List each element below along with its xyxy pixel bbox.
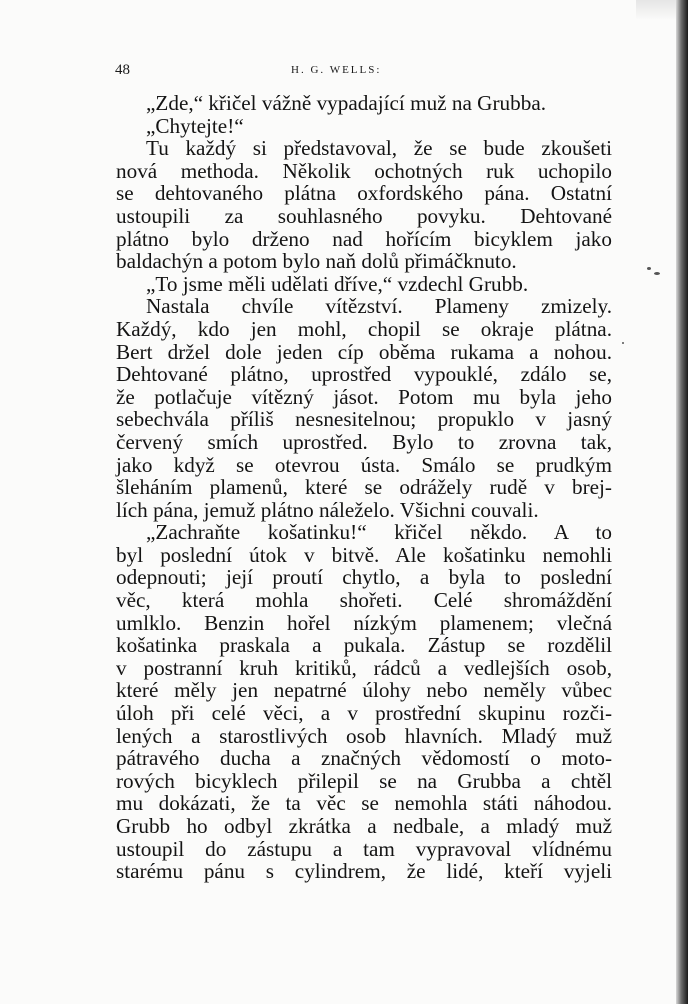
text-line: červený smích uprostřed. Bylo to zrovna tak, (116, 429, 612, 454)
text-line: Každý, kdo jen mohl, chopil se okraje plátna. (116, 316, 612, 341)
text-line: Grubb ho odbyl zkrátka a nedbale, a mladý muž (116, 814, 612, 838)
text-line: věc, která mohla shořeti. Celé shromáždění (116, 588, 612, 613)
text-line: jako když se otevrou ústa. Smálo se prudkým (116, 452, 612, 477)
text-line: „To jsme měli udělati dříve,“ vzdechl Grubb. (146, 271, 529, 296)
text-line: v postranní kruh kritiků, rádců a vedlejších osob, (116, 655, 612, 680)
scan-speck (622, 342, 624, 344)
text-line: Nastala chvíle vítězství. Plameny zmizely. (146, 294, 612, 319)
scan-shadow-top (636, 0, 676, 20)
text-line: plátno bylo drženo nad hořícím bicyklem jako (116, 226, 612, 251)
text-line: odepnouti; její proutí chytlo, a byla to poslední (116, 565, 612, 590)
text-line: Dehtované plátno, uprostřed vypouklé, zdálo se, (116, 362, 612, 387)
page-header (115, 62, 635, 82)
text-line: nová methoda. Několik ochotných ruk uchopilo (116, 158, 612, 183)
text-line: lích pána, jemuž plátno náleželo. Všichni couvali. (116, 497, 539, 522)
text-line: byl poslední útok v bitvě. Ale košatinku nemohli (116, 542, 612, 567)
text-line: baldachýn a potom bylo naň dolů přimáčknuto. (116, 249, 517, 274)
text-line: mu dokázati, že ta věc se nemohla státi náhodou. (116, 791, 612, 816)
text-line: se dehtovaného plátna oxfordského pána. Ostatní (116, 181, 612, 206)
text-line: Tu každý si představoval, že se bude zkoušeti (146, 136, 612, 161)
scan-speck (654, 272, 660, 275)
text-line: sebechvála příliš nesnesitelnou; propuklo v jasný (116, 407, 612, 432)
text-line: rových bicyklech přilepil se na Grubba a chtěl (116, 768, 612, 793)
text-line: ustoupili za souhlasného povyku. Dehtované (116, 203, 612, 228)
text-line: ustoupil do zástupu a tam vypravoval vlídnému (116, 836, 612, 861)
scan-edge-right (676, 0, 688, 1004)
running-head: H. G. WELLS: (291, 64, 382, 76)
text-line: umlklo. Benzin hořel nízkým plamenem; vlečná (116, 610, 612, 635)
scan-speck (647, 267, 651, 270)
text-line: úloh při celé věci, a v prostřední skupinu rozči- (116, 701, 612, 726)
text-line: pátravého ducha a značných vědomostí o moto- (116, 746, 612, 771)
body-text (116, 92, 612, 883)
text-line: že potlačuje vítězný jásot. Potom mu byla jeho (116, 384, 612, 409)
text-line: lených a starostlivých osob hlavních. Mladý muž (116, 723, 612, 748)
text-line: košatinka praskala a pukala. Zástup se rozdělil (116, 633, 612, 658)
text-line: které měly jen nepatrné úlohy nebo neměly vůbec (116, 678, 612, 703)
text-line: „Zachraňte košatinku!“ křičel někdo. A to (146, 520, 612, 545)
page-number: 48 (115, 62, 130, 78)
text-line: Bert držel dole jeden cíp oběma rukama a nohou. (116, 339, 612, 364)
text-line: „Zde,“ křičel vážně vypadající muž na Grubba. (146, 91, 547, 115)
text-line: starému pánu s cylindrem, že lidé, kteří vyjeli (116, 859, 612, 884)
text-line: šleháním plamenů, které se odrážely rudě v brej- (116, 475, 612, 500)
text-line: „Chytejte!“ (146, 113, 244, 138)
